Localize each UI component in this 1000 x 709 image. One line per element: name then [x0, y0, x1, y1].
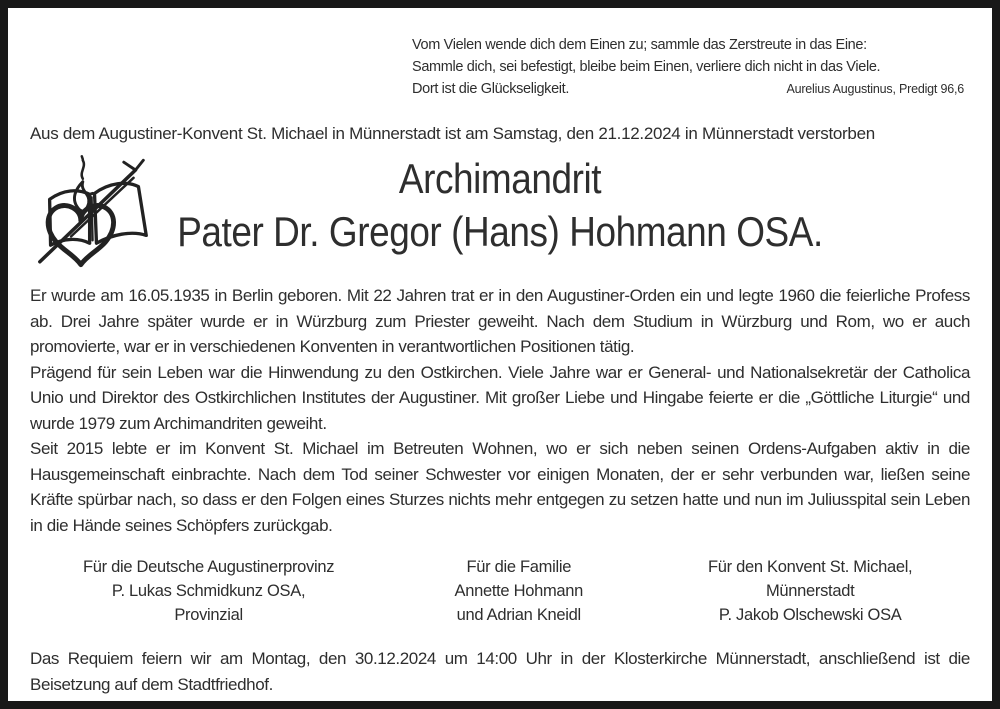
mourner-line: P. Lukas Schmidkunz OSA,: [111, 582, 306, 600]
title-block: [86, 150, 913, 258]
mourner-line: P. Jakob Olschewski OSA: [718, 606, 902, 624]
quote-line: Vom Vielen wende dich dem Einen zu; sammle das Zerstreute in das Eine:: [412, 37, 867, 53]
quote-line: Sammle dich, sei befestigt, bleibe beim Einen, verliere dich nicht in das Viele.: [412, 59, 881, 75]
scripture-quote: [412, 34, 964, 100]
deceased-name: Pater Dr. Gregor (Hans) Hohmann OSA.: [177, 208, 823, 255]
header-row: [30, 150, 970, 270]
mourner-line: Münnerstadt: [765, 582, 855, 600]
mourner-line: Für die Familie: [466, 558, 572, 576]
death-announcement-line: Aus dem Augustiner-Konvent St. Michael in Münnerstadt ist am Samstag, den 21.12.2024 in Münnerstadt verstorben: [30, 124, 875, 143]
mourner-line: und Adrian Kneidl: [456, 606, 581, 624]
mourner-column-convent: [650, 555, 970, 627]
mourner-line: Provinzial: [174, 606, 243, 624]
quote-attribution: Aurelius Augustinus, Predigt 96,6: [786, 82, 964, 96]
mourner-line: Für die Deutsche Augustinerprovinz: [82, 558, 335, 576]
mourner-column-family: [387, 555, 650, 627]
obituary-paragraph: Er wurde am 16.05.1935 in Berlin geboren. Mit 22 Jahren trat er in den Augustiner-Orden ein und legte 1960 die feierliche Profess ab. Drei Jahre später wurde er in Würzburg zum Priester geweiht. Nach dem Studium in Würzburg und Rom, wo er auch promovierte, war er in verschiedenen Konventen in verantwortlichen Positionen tätig.: [30, 286, 970, 356]
obituary-paragraph: Prägend für sein Leben war die Hinwendung zu den Ostkirchen. Viele Jahre war er General- und Nationalsekretär der Catholica Unio und Direktor des Ostkirchlichen Institutes der Augustiner. Mit großer Liebe und Hingabe feierte er die „Göttliche Liturgie“ und wurde 1979 zum Archimandriten geweiht.: [30, 362, 970, 433]
deceased-title: Archimandrit: [398, 155, 602, 202]
mourners-section: [30, 555, 970, 627]
mourner-line: Annette Hohmann: [454, 582, 584, 600]
quote-line: Dort ist die Glückseligkeit.: [412, 81, 570, 97]
mourner-column-province: [30, 555, 387, 627]
obituary-paragraph: Seit 2015 lebte er im Konvent St. Michael im Betreuten Wohnen, wo er sich neben seinen Ordens-Aufgaben aktiv in die Hausgemeinschaft einbrachte. Nach dem Tod seiner Schwester vor einigen Monaten, der er sehr verbunden war, ließen seine Kräfte spürbar nach, so dass er den Folgen eines Sturzes nichts mehr entgegen zu setzen hatte und nun im Juliusspital sein Leben in die Hände seines Schöpfers zurückgab.: [30, 439, 970, 535]
funeral-announcement: Das Requiem feiern wir am Montag, den 30.12.2024 um 14:00 Uhr in der Klosterkirche Münnerstadt, anschließend ist die Beisetzung auf dem Stadtfriedhof.: [30, 649, 970, 694]
obituary-body: [30, 283, 970, 538]
mourner-line: Für den Konvent St. Michael,: [707, 558, 913, 576]
